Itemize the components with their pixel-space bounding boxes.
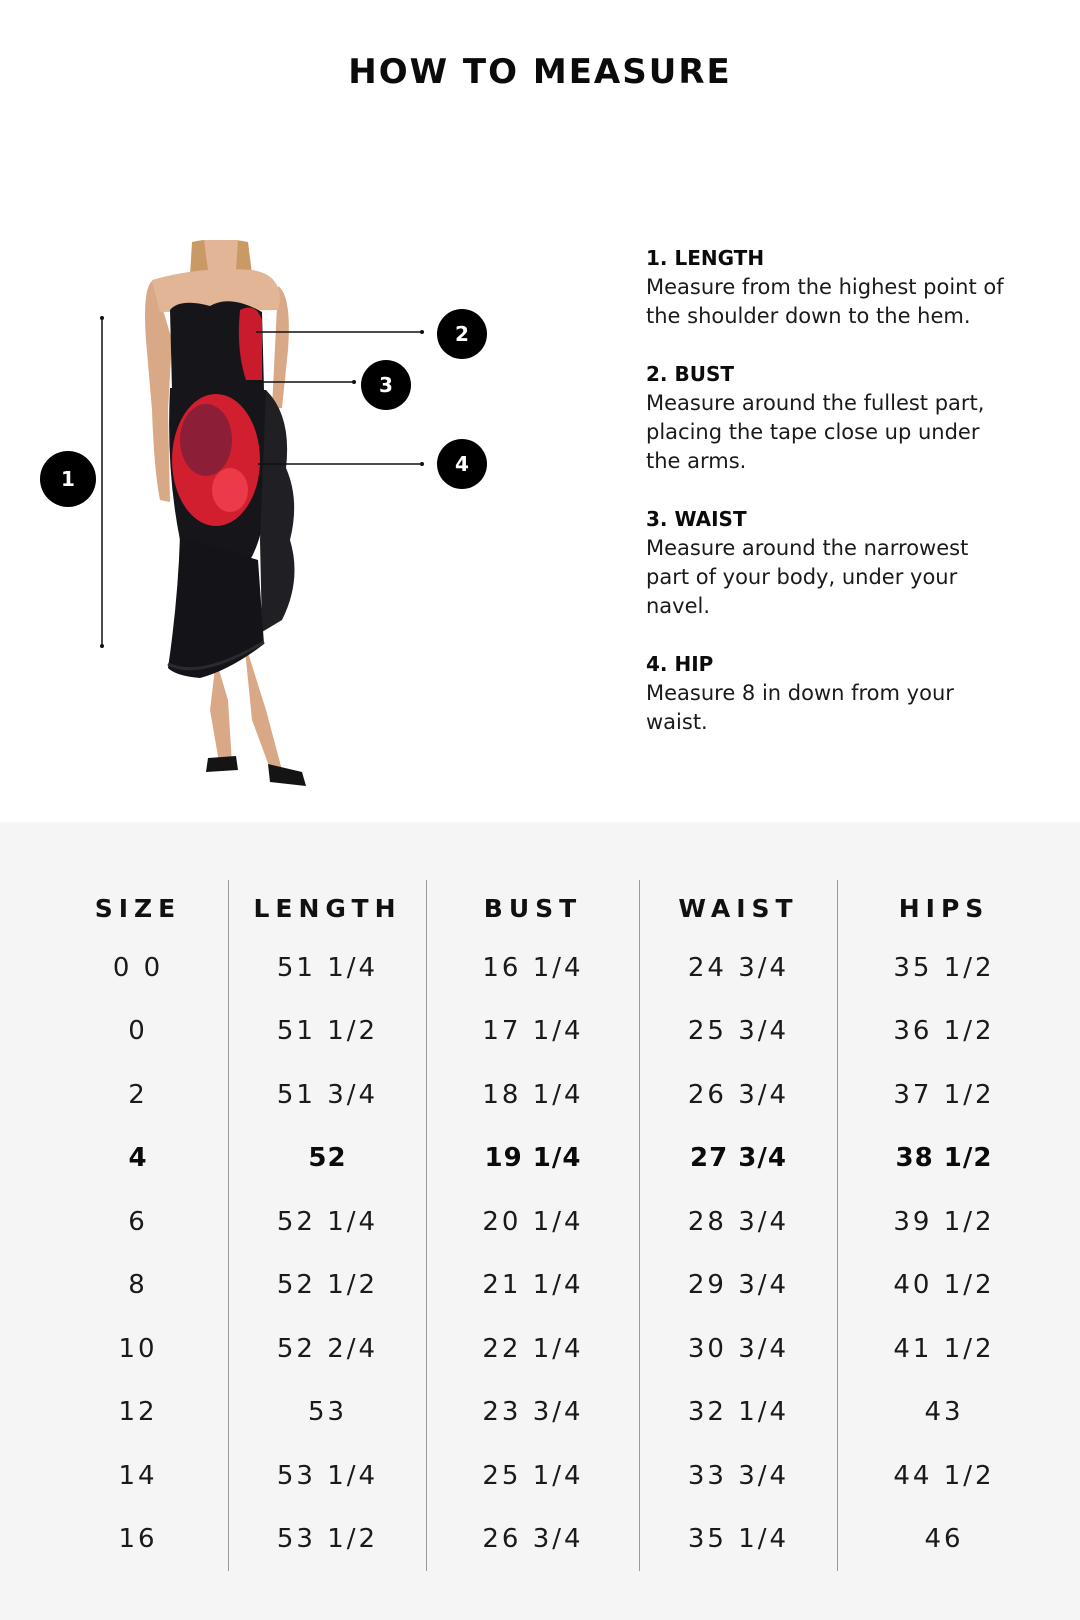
size-cell-bust: 21 1/4 <box>427 1254 640 1318</box>
instruction-text: Measure 8 in down from your waist. <box>646 681 954 734</box>
dress-flower-highlight <box>212 468 248 512</box>
measurement-figure <box>30 240 500 820</box>
size-cell-hips: 37 1/2 <box>838 1063 1051 1127</box>
marker-3-label: 3 <box>379 373 393 397</box>
size-cell-length: 53 1/2 <box>229 1508 427 1572</box>
header-waist: WAIST <box>640 880 838 936</box>
size-cell-length: 53 <box>229 1381 427 1445</box>
size-cell-size: 16 <box>118 1524 158 1555</box>
size-cell-bust: 16 1/4 <box>427 936 640 1000</box>
size-cell-bust: 23 3/4 <box>427 1381 640 1445</box>
size-cell-hips: 46 <box>838 1508 1051 1572</box>
size-chart-header-row <box>48 880 1050 936</box>
size-cell-length: 52 1/4 <box>229 1190 427 1254</box>
size-cell-hips: 35 1/2 <box>838 936 1051 1000</box>
dress-flower-shadow <box>180 404 232 476</box>
waist-pointer-dot <box>352 380 356 384</box>
size-cell-hips: 36 1/2 <box>838 1000 1051 1064</box>
size-cell-length: 52 <box>229 1127 427 1191</box>
size-cell-size: 0 0 <box>112 952 164 983</box>
size-cell-length: 52 1/2 <box>229 1254 427 1318</box>
bust-pointer-dot <box>420 330 424 334</box>
header-size: SIZE <box>94 893 182 923</box>
size-cell-waist: 27 3/4 <box>640 1127 838 1191</box>
instruction-title: 4. HIP <box>646 652 714 676</box>
size-cell-hips: 38 1/2 <box>838 1127 1051 1191</box>
instruction-text: Measure around the fullest part, placing the tape close up under the arms. <box>646 391 985 473</box>
model-left-arm <box>145 280 172 502</box>
size-cell-waist: 32 1/4 <box>640 1381 838 1445</box>
size-cell-hips: 39 1/2 <box>838 1190 1051 1254</box>
size-cell-size: 2 <box>128 1079 148 1110</box>
length-line-top-dot <box>100 316 104 320</box>
size-cell-length: 51 1/4 <box>229 936 427 1000</box>
header-bust: BUST <box>427 880 640 936</box>
size-row <box>48 1063 1050 1127</box>
size-cell-bust: 17 1/4 <box>427 1000 640 1064</box>
size-cell-hips: 44 1/2 <box>838 1444 1051 1508</box>
marker-4-label: 4 <box>455 452 469 476</box>
header-length: LENGTH <box>229 880 427 936</box>
size-cell-length: 53 1/4 <box>229 1444 427 1508</box>
size-cell-waist: 35 1/4 <box>640 1508 838 1572</box>
hip-pointer-dot <box>420 462 424 466</box>
dress-ruffle <box>260 390 295 632</box>
size-row <box>48 936 1050 1000</box>
size-cell-bust: 22 1/4 <box>427 1317 640 1381</box>
size-chart-body <box>48 936 1050 1571</box>
size-cell-waist: 33 3/4 <box>640 1444 838 1508</box>
size-cell-waist: 30 3/4 <box>640 1317 838 1381</box>
instruction-bust <box>646 360 1006 476</box>
instruction-title: 3. WAIST <box>646 507 747 531</box>
size-row <box>48 1444 1050 1508</box>
size-chart-panel <box>0 822 1080 1620</box>
size-cell-waist: 28 3/4 <box>640 1190 838 1254</box>
size-cell-bust: 26 3/4 <box>427 1508 640 1572</box>
size-cell-waist: 24 3/4 <box>640 936 838 1000</box>
size-cell-bust: 20 1/4 <box>427 1190 640 1254</box>
model-left-shoe <box>206 756 238 772</box>
size-cell-size: 0 <box>128 1016 148 1047</box>
size-row <box>48 1317 1050 1381</box>
model-neck <box>204 240 238 270</box>
size-row <box>48 1190 1050 1254</box>
size-cell-size: 12 <box>118 1397 158 1428</box>
size-cell-size: 14 <box>118 1460 158 1491</box>
measurement-instructions <box>646 244 1006 766</box>
size-cell-bust: 19 1/4 <box>427 1127 640 1191</box>
size-cell-size: 8 <box>128 1270 148 1301</box>
instruction-text: Measure around the narrowest part of your body, under your navel. <box>646 536 969 618</box>
size-cell-size: 4 <box>128 1143 148 1174</box>
size-row <box>48 1127 1050 1191</box>
size-row <box>48 1381 1050 1445</box>
size-cell-bust: 25 1/4 <box>427 1444 640 1508</box>
marker-1-label: 1 <box>61 467 75 491</box>
page-title: HOW TO MEASURE <box>348 52 732 92</box>
size-cell-waist: 29 3/4 <box>640 1254 838 1318</box>
instruction-title: 2. BUST <box>646 362 735 386</box>
size-cell-bust: 18 1/4 <box>427 1063 640 1127</box>
model-right-shoe <box>268 764 306 786</box>
size-cell-waist: 26 3/4 <box>640 1063 838 1127</box>
size-cell-hips: 41 1/2 <box>838 1317 1051 1381</box>
size-cell-hips: 43 <box>838 1381 1051 1445</box>
size-cell-length: 51 1/2 <box>229 1000 427 1064</box>
size-cell-hips: 40 1/2 <box>838 1254 1051 1318</box>
size-chart-table <box>48 880 1050 1571</box>
size-cell-length: 52 2/4 <box>229 1317 427 1381</box>
size-row <box>48 1508 1050 1572</box>
size-cell-length: 51 3/4 <box>229 1063 427 1127</box>
model-right-leg <box>244 640 282 774</box>
instruction-text: Measure from the highest point of the shoulder down to the hem. <box>646 275 1004 328</box>
instruction-length <box>646 244 1006 331</box>
instruction-title: 1. LENGTH <box>646 246 765 270</box>
size-cell-size: 10 <box>118 1333 158 1364</box>
size-cell-size: 6 <box>128 1206 148 1237</box>
instruction-hip <box>646 650 1006 737</box>
model-left-leg <box>210 660 232 768</box>
model-illustration <box>30 240 500 820</box>
instruction-waist <box>646 505 1006 621</box>
marker-2-label: 2 <box>455 322 469 346</box>
header-hips: HIPS <box>838 880 1051 936</box>
length-line-bottom-dot <box>100 644 104 648</box>
size-cell-waist: 25 3/4 <box>640 1000 838 1064</box>
size-row <box>48 1254 1050 1318</box>
size-row <box>48 1000 1050 1064</box>
